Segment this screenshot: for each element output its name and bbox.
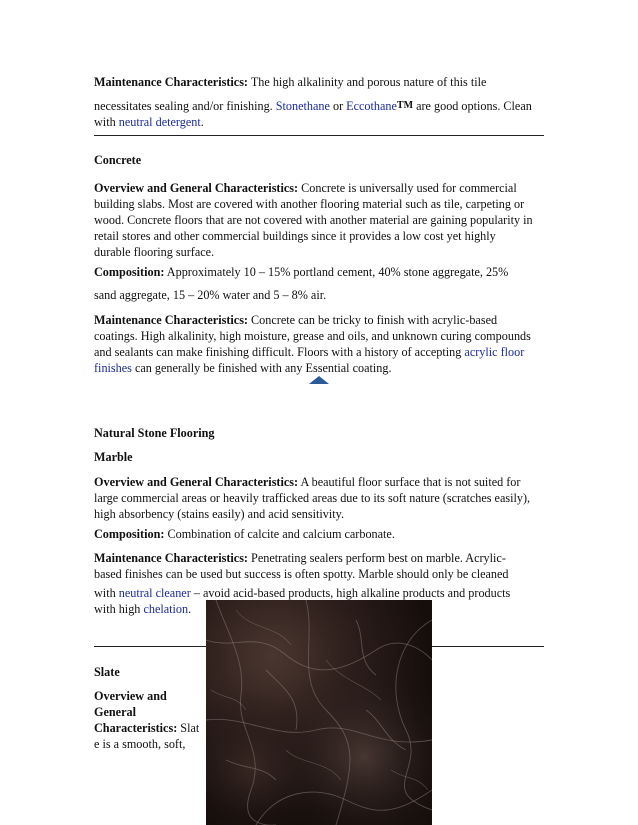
tile-maint-text-d: with	[94, 115, 119, 129]
concrete-composition-paragraph-2	[94, 287, 546, 303]
concrete-maint-label: Maintenance Characteristics:	[94, 313, 248, 327]
concrete-maintenance-paragraph	[94, 312, 546, 376]
marble-heading: Marble	[94, 450, 133, 464]
marble-composition-text: Combination of calcite and calcium carbonate.	[164, 527, 395, 541]
marble-maint-text: with high	[94, 602, 144, 616]
marble-maint-text: with	[94, 586, 119, 600]
concrete-overview-line: durable flooring surface.	[94, 245, 215, 259]
concrete-maint-text: coatings. High alkalinity, high moisture, grease and oils, and unknown curing compounds	[94, 329, 531, 343]
marble-sample-image	[206, 600, 432, 825]
marble-maint-text: – avoid acid-based products, high alkaline products and products	[190, 586, 511, 600]
tile-maint-text: The high alkalinity and porous nature of this tile	[248, 75, 487, 89]
neutral-detergent-link[interactable]: neutral detergent	[118, 115, 201, 129]
slate-overview-label: Characteristics:	[94, 721, 178, 735]
concrete-maint-text: can generally be finished with any Essential coating.	[131, 361, 392, 375]
marble-maint-text: based finishes can be used but success is often spotty. Marble should only be cleaned	[94, 567, 509, 581]
concrete-heading: Concrete	[94, 153, 142, 167]
slate-overview-paragraph	[94, 688, 204, 752]
marble-overview-text: high absorbency (stains easily) and acid sensitivity.	[94, 507, 345, 521]
concrete-overview-line: wood. Concrete floors that are not covered with another material are gaining popularity in	[94, 213, 533, 227]
concrete-overview-line: building slabs. Most are covered with another flooring material such as tile, carpeting or	[94, 197, 525, 211]
neutral-cleaner-link[interactable]: neutral cleaner	[118, 586, 191, 600]
or-text: or	[329, 99, 347, 113]
acrylic-floor-finishes-link-cont[interactable]: finishes	[94, 361, 132, 375]
concrete-overview-line: retail stores and other commercial buildings since it provides a low cost yet highly	[94, 229, 496, 243]
concrete-maint-text: Concrete can be tricky to finish with acrylic-based	[248, 313, 498, 327]
marble-overview-text: A beautiful floor surface that is not suited for	[298, 475, 521, 489]
slate-heading: Slate	[94, 665, 120, 679]
marble-maint-text: Penetrating sealers perform best on marble. Acrylic-	[248, 551, 506, 565]
concrete-composition-paragraph	[94, 264, 546, 280]
acrylic-floor-finishes-link[interactable]: acrylic floor	[464, 345, 525, 359]
concrete-maint-text: and sealants can make finishing difficult. Floors with a history of accepting	[94, 345, 465, 359]
marble-overview-label: Overview and General Characteristics:	[94, 475, 299, 489]
tile-maint-text-c: are good options. Clean	[413, 99, 532, 113]
marble-overview-paragraph	[94, 474, 546, 522]
marble-overview-text: large commercial areas or heavily trafficked areas due to its soft nature (scratches easily),	[94, 491, 531, 505]
concrete-overview-paragraph	[94, 180, 546, 260]
tile-maint-label: Maintenance Characteristics:	[94, 75, 248, 89]
slate-overview-label: General	[94, 705, 136, 719]
chelation-link[interactable]: chelation	[143, 602, 189, 616]
eccothane-link[interactable]: Eccothane	[346, 99, 397, 113]
section-divider	[94, 135, 544, 136]
marble-maintenance-paragraph	[94, 550, 546, 582]
period: .	[200, 115, 204, 129]
concrete-composition-text: Approximately 10 – 15% portland cement, 40% stone aggregate, 25%	[164, 265, 509, 279]
back-to-top-icon[interactable]	[309, 376, 329, 384]
tile-maintenance-paragraph-2	[94, 98, 546, 130]
natural-stone-heading: Natural Stone Flooring	[94, 426, 215, 440]
concrete-composition-text-b: sand aggregate, 15 – 20% water and 5 – 8% air.	[94, 288, 327, 302]
slate-overview-text: Slat	[177, 721, 200, 735]
concrete-overview-line: Concrete is universally used for commercial	[298, 181, 517, 195]
trademark-symbol: TM	[396, 100, 414, 111]
concrete-overview-label: Overview and General Characteristics:	[94, 181, 299, 195]
slate-overview-label: Overview and	[94, 689, 167, 703]
tile-maint-text-b: necessitates sealing and/or finishing.	[94, 99, 276, 113]
tile-maintenance-paragraph	[94, 74, 546, 90]
stonethane-link[interactable]: Stonethane	[275, 99, 330, 113]
period: .	[188, 602, 192, 616]
marble-maint-label: Maintenance Characteristics:	[94, 551, 248, 565]
marble-composition-label: Composition:	[94, 527, 165, 541]
marble-composition-paragraph	[94, 526, 546, 542]
slate-overview-text: e is a smooth, soft,	[94, 737, 186, 751]
concrete-composition-label: Composition:	[94, 265, 165, 279]
